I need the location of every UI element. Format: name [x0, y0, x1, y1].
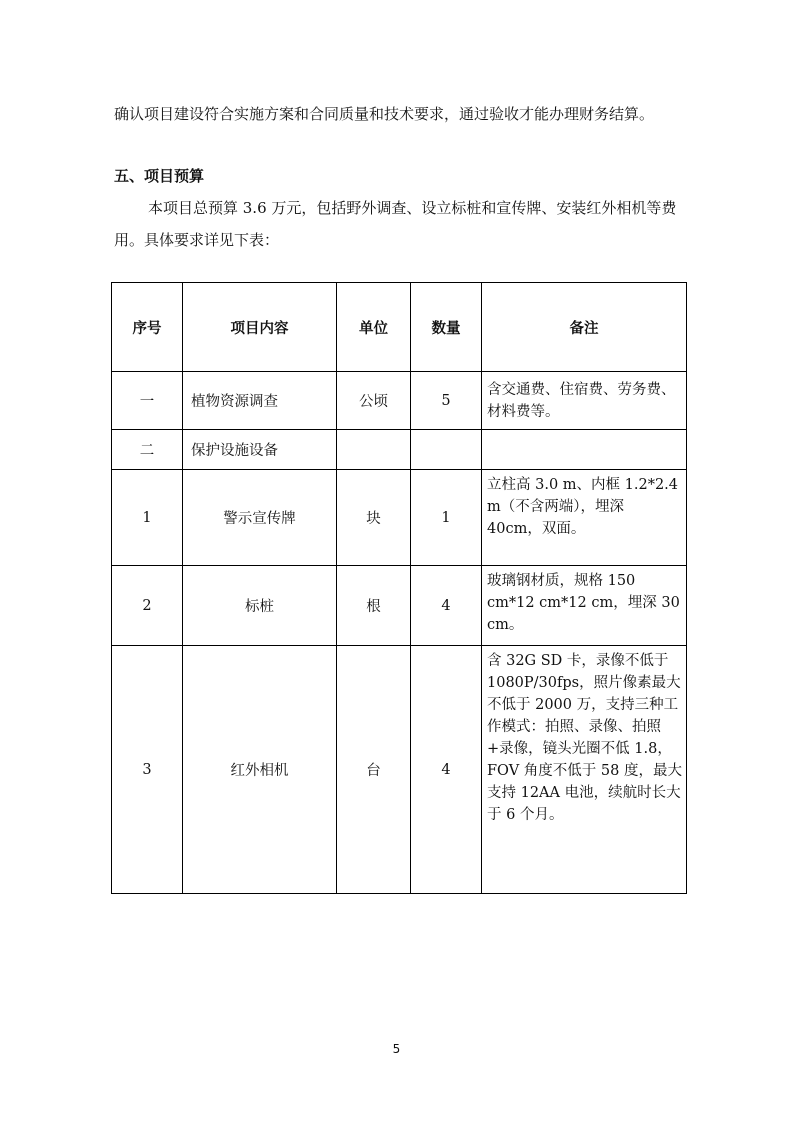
cell-no: 1 [112, 470, 183, 566]
table-row [112, 566, 687, 646]
cell-qty: 1 [411, 470, 482, 566]
cell-unit [337, 430, 411, 470]
cell-unit: 公顷 [337, 372, 411, 430]
cell-item: 标桩 [183, 566, 337, 646]
table-row [112, 470, 687, 566]
cell-no: 2 [112, 566, 183, 646]
section-heading: 五、项目预算 [114, 167, 205, 185]
table-header-row [112, 283, 687, 372]
intro-paragraph: 确认项目建设符合实施方案和合同质量和技术要求，通过验收才能办理财务结算。 [114, 105, 655, 123]
cell-note: 含 32G SD 卡，录像不低于 1080P/30fps，照片像素最大不低于 2000 万，支持三种工作模式：拍照、录像、拍照+录像，镜头光圈不低 1.8，FOV 角度不低于 58 度，最大支持 12AA 电池，续航时长大于 6 个月。 [482, 646, 687, 894]
cell-qty: 5 [411, 372, 482, 430]
cell-note: 立柱高 3.0 m、内框 1.2*2.4 m（不含两端），埋深 40cm，双面。 [482, 470, 687, 566]
cell-note [482, 430, 687, 470]
cell-unit: 根 [337, 566, 411, 646]
cell-item: 警示宣传牌 [183, 470, 337, 566]
cell-no: 二 [112, 430, 183, 470]
cell-note: 含交通费、住宿费、劳务费、材料费等。 [482, 372, 687, 430]
cell-item: 保护设施设备 [183, 430, 337, 470]
table-row [112, 646, 687, 894]
cell-no: 3 [112, 646, 183, 894]
cell-no: 一 [112, 372, 183, 430]
cell-qty: 4 [411, 566, 482, 646]
cell-unit: 块 [337, 470, 411, 566]
budget-table [111, 282, 687, 894]
cell-unit: 台 [337, 646, 411, 894]
page-number: 5 [392, 1042, 401, 1056]
cell-item: 红外相机 [183, 646, 337, 894]
table-row [112, 430, 687, 470]
header-note: 备注 [482, 283, 687, 372]
cell-item: 植物资源调查 [183, 372, 337, 430]
table-row [112, 372, 687, 430]
budget-paragraph: 本项目总预算 3.6 万元，包括野外调查、设立标桩和宣传牌、安装红外相机等费用。具体要求详见下表： [114, 199, 677, 249]
cell-note: 玻璃钢材质，规格 150 cm*12 cm*12 cm，埋深 30 cm。 [482, 566, 687, 646]
cell-qty [411, 430, 482, 470]
cell-qty: 4 [411, 646, 482, 894]
header-item: 项目内容 [183, 283, 337, 372]
header-qty: 数量 [411, 283, 482, 372]
header-unit: 单位 [337, 283, 411, 372]
header-no: 序号 [112, 283, 183, 372]
